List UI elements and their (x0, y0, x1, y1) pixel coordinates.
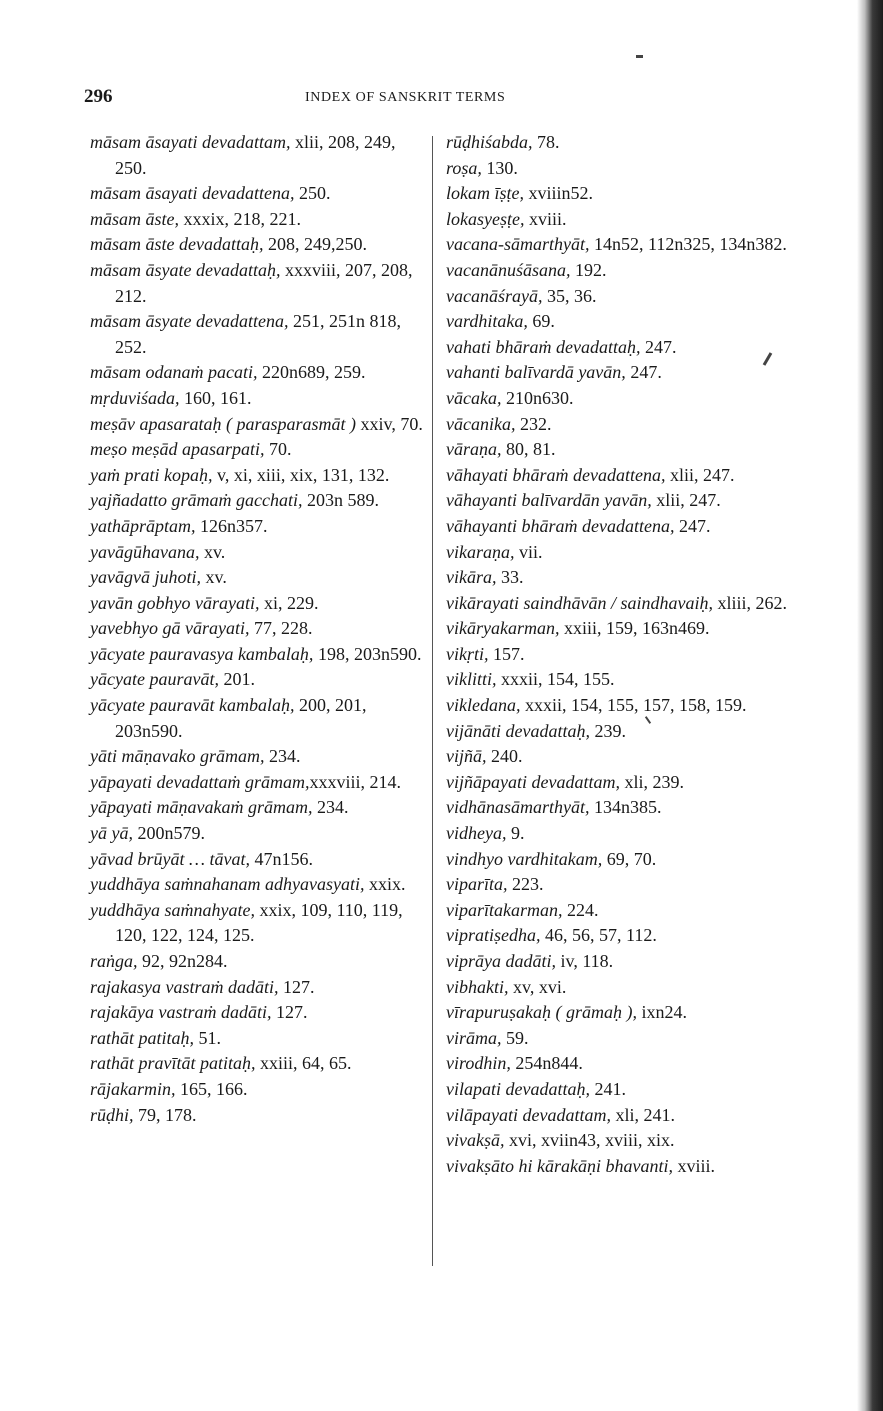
index-term: māsam āste devadattaḥ, (90, 234, 264, 255)
index-term: vāhayanti bhāraṁ devadattena, (446, 515, 675, 536)
index-term: yaṁ prati kopaḥ, (90, 464, 213, 485)
index-entry (90, 386, 423, 412)
index-refs: 59. (501, 1027, 529, 1048)
index-entry (446, 744, 791, 770)
index-term: virāma, (446, 1027, 502, 1048)
index-entry (446, 1026, 791, 1052)
index-term: māsam āsyate devadattena, (90, 311, 289, 332)
index-entry (446, 795, 791, 821)
index-entry (446, 770, 791, 796)
index-entry (446, 360, 791, 386)
index-term: lokam īṣṭe, (446, 183, 524, 204)
index-term: yācyate pauravāt, (90, 669, 219, 690)
index-refs: 234. (312, 797, 349, 818)
index-term: rathāt pravītāt patitaḥ, (90, 1053, 256, 1074)
index-term: vijñā, (446, 746, 487, 767)
index-entry (446, 923, 791, 949)
index-refs: 157. (488, 643, 525, 664)
index-refs: 247. (625, 362, 662, 383)
index-term: vikāryakarman, (446, 618, 560, 639)
index-term: yajñadatto grāmaṁ gacchati, (90, 490, 303, 511)
index-term: rathāt patitaḥ, (90, 1027, 195, 1048)
index-term: yāpayati māṇavakaṁ grāmam, (90, 797, 313, 818)
index-term: vilapati devadattaḥ, (446, 1078, 590, 1099)
index-term: meṣo meṣād apasarpati, (90, 439, 265, 460)
index-refs: 47n156. (249, 848, 313, 869)
index-refs: 250. (294, 183, 331, 204)
index-refs: 35, 36. (542, 285, 597, 306)
index-term: vikārayati saindhāvān / saindhavaiḥ, (446, 592, 713, 613)
index-entry (446, 1000, 791, 1026)
index-term: viparītakarman, (446, 899, 563, 920)
index-entry (446, 181, 791, 207)
index-term: rājakarmin, (90, 1078, 176, 1099)
index-entry (446, 1128, 791, 1154)
index-entry (446, 898, 791, 924)
index-entry (446, 463, 791, 489)
index-entry (446, 540, 791, 566)
index-refs: xlii, 208, 249, 250. (115, 132, 396, 178)
index-entry (446, 514, 791, 540)
index-refs: 165, 166. (175, 1078, 248, 1099)
index-term: vikāra, (446, 567, 497, 588)
index-entry (446, 437, 791, 463)
index-refs: 127. (271, 1002, 308, 1023)
column-divider (432, 136, 433, 1266)
index-refs: 247. (640, 336, 677, 357)
index-refs: 241. (589, 1078, 626, 1099)
running-head: INDEX OF SANSKRIT TERMS (305, 90, 506, 105)
index-refs: iv, 118. (556, 951, 614, 971)
index-term: vivakṣā, (446, 1130, 505, 1151)
index-term: yuddhāya saṁnahyate, (90, 899, 255, 920)
index-refs: 33. (496, 567, 524, 588)
index-refs: xliii, 262. (712, 592, 787, 613)
index-column-left (90, 130, 423, 1128)
index-entry (90, 488, 423, 514)
index-refs: 200, 201, 203n590. (115, 695, 367, 741)
index-term: vindhyo vardhitakam, (446, 848, 603, 869)
index-refs: 134n385. (589, 797, 662, 818)
index-entry (90, 642, 423, 668)
index-entry (446, 1077, 791, 1103)
index-term: vāhayati bhāraṁ devadattena, (446, 464, 666, 485)
index-refs: 9. (506, 823, 525, 844)
index-term: vikṛti, (446, 643, 489, 664)
index-refs: xviii. (524, 208, 567, 229)
index-term: vibhakti, (446, 976, 509, 997)
index-term: yathāprāptam, (90, 515, 196, 536)
index-entry (446, 949, 791, 975)
index-term: viparīta, (446, 874, 508, 895)
index-term: viprāya dadāti, (446, 951, 556, 971)
index-term: mṛduviśada, (90, 387, 180, 408)
index-entry (446, 616, 791, 642)
index-refs: 208, 249,250. (263, 234, 367, 255)
index-refs: 192. (570, 259, 607, 280)
index-term: yavāgvā juhoti, (90, 567, 201, 588)
index-term: rūḍhiśabda, (446, 132, 533, 152)
index-term: yāpayati devadattaṁ grāmam, (90, 771, 310, 792)
index-term: vikaraṇa, (446, 541, 515, 562)
index-entry (446, 1103, 791, 1129)
index-refs: xv, xvi. (508, 976, 567, 997)
index-term: vijānāti devadattaḥ, (446, 720, 590, 741)
index-entry (446, 386, 791, 412)
index-entry (446, 872, 791, 898)
index-entry (90, 795, 423, 821)
index-refs: 160, 161. (179, 387, 252, 408)
index-term: raṅga, (90, 951, 138, 971)
index-term: yāvad brūyāt … tāvat, (90, 848, 250, 869)
index-entry (90, 232, 423, 258)
index-entry (446, 847, 791, 873)
index-term: rajakāya vastraṁ dadāti, (90, 1002, 272, 1023)
index-term: rajakasya vastraṁ dadāti, (90, 976, 279, 997)
index-entry (446, 693, 791, 719)
index-refs: 70. (264, 439, 292, 460)
index-refs: 198, 203n590. (313, 643, 422, 664)
index-entry (446, 258, 791, 284)
index-term: vardhitaka, (446, 311, 528, 332)
index-entry (90, 821, 423, 847)
index-refs: 203n 589. (302, 490, 379, 511)
index-refs: 92, 92n284. (137, 951, 228, 971)
index-term: yā yā, (90, 823, 133, 844)
index-refs: xxiii, 159, 163n469. (559, 618, 710, 639)
index-refs: 46, 56, 57, 112. (540, 925, 657, 946)
index-term: vīrapuruṣakaḥ ( grāmaḥ ), (446, 1002, 637, 1023)
index-refs: 223. (507, 874, 544, 895)
index-entry (90, 975, 423, 1001)
index-term: vijñāpayati devadattam, (446, 771, 620, 792)
index-term: māsam āste, (90, 208, 179, 229)
index-entry (446, 719, 791, 745)
index-entry (90, 309, 423, 360)
index-refs: 247. (674, 515, 711, 536)
index-term: lokasyeṣṭe, (446, 208, 525, 229)
index-term: yāti māṇavako grāmam, (90, 746, 265, 767)
index-term: yācyate pauravāt kambalaḥ, (90, 695, 295, 716)
index-term: yavāgūhavana, (90, 541, 200, 562)
index-entry (446, 821, 791, 847)
index-entry (446, 1051, 791, 1077)
index-entry (90, 565, 423, 591)
index-entry (90, 360, 423, 386)
index-term: viklitti, (446, 669, 497, 690)
index-term: meṣāv apasarataḥ ( parasparasmāt ) (90, 413, 357, 434)
index-term: vāraṇa, (446, 439, 502, 460)
index-term: vidheya, (446, 823, 507, 844)
index-refs: 69, 70. (602, 848, 657, 869)
index-entry (90, 437, 423, 463)
index-refs: 51. (194, 1027, 222, 1048)
index-entry (90, 693, 423, 744)
index-refs: xviiin52. (524, 183, 594, 204)
index-entry (90, 667, 423, 693)
index-term: māsam āsyate devadattaḥ, (90, 259, 281, 280)
index-refs: 80, 81. (501, 439, 556, 460)
index-refs: 127. (278, 976, 315, 997)
index-entry (446, 667, 791, 693)
index-refs: 126n357. (195, 515, 268, 536)
index-refs: xlii, 247. (665, 464, 735, 485)
index-term: yuddhāya saṁnahanam adhyavasyati, (90, 874, 365, 895)
index-refs: vii. (514, 541, 543, 562)
index-refs: 69. (527, 311, 555, 332)
index-column-right (446, 130, 791, 1179)
index-refs: 239. (589, 720, 626, 741)
index-term: vācanika, (446, 413, 516, 434)
index-entry (90, 770, 423, 796)
index-entry (90, 616, 423, 642)
index-entry (90, 463, 423, 489)
index-term: vāhayanti balīvardān yavān, (446, 490, 652, 511)
index-entry (446, 1154, 791, 1180)
index-refs: xxxviii, 214. (309, 771, 401, 792)
index-refs: 234. (264, 746, 301, 767)
index-term: māsam odanaṁ pacati, (90, 362, 258, 383)
index-entry (446, 207, 791, 233)
index-refs: xxix, 109, 110, 119, 120, 122, 124, 125. (115, 899, 403, 946)
index-term: virodhin, (446, 1053, 511, 1074)
index-term: vacanāśrayā, (446, 285, 543, 306)
index-refs: 79, 178. (133, 1104, 197, 1125)
index-refs: xxxii, 154, 155, 157, 158, 159. (520, 695, 747, 716)
index-refs: 201. (218, 669, 255, 690)
index-entry (90, 1026, 423, 1052)
index-term: vilāpayati devadattam, (446, 1104, 611, 1125)
index-entry (90, 949, 423, 975)
index-refs: xxxii, 154, 155. (496, 669, 615, 690)
index-term: yācyate pauravasya kambalaḥ, (90, 643, 314, 664)
index-term: vacana-sāmarthyāt, (446, 234, 590, 255)
index-refs: xvi, xviin43, xviii, xix. (504, 1130, 675, 1151)
index-entry (446, 975, 791, 1001)
scan-speck (636, 55, 643, 58)
index-term: yavān gobhyo vārayati, (90, 592, 260, 613)
index-entry (90, 1000, 423, 1026)
index-term: māsam āsayati devadattena, (90, 183, 295, 204)
index-entry (446, 156, 791, 182)
index-entry (90, 744, 423, 770)
index-term: rūḍhi, (90, 1104, 134, 1125)
index-refs: xxxviii, 207, 208, 212. (115, 259, 413, 306)
index-entry (90, 872, 423, 898)
index-refs: xli, 241. (610, 1104, 675, 1125)
index-refs: 240. (486, 746, 523, 767)
index-refs: xxxix, 218, 221. (179, 208, 302, 229)
index-entry (90, 258, 423, 309)
index-term: roṣa, (446, 157, 482, 178)
index-refs: 251, 251n 818, 252. (115, 311, 401, 357)
index-entry (446, 488, 791, 514)
index-term: vidhānasāmarthyāt, (446, 797, 590, 818)
index-entry (90, 1051, 423, 1077)
index-entry (90, 412, 423, 438)
index-entry (90, 1077, 423, 1103)
index-term: vikledana, (446, 695, 521, 716)
index-entry (90, 540, 423, 566)
index-entry (446, 284, 791, 310)
index-entry (446, 642, 791, 668)
index-entry (446, 309, 791, 335)
index-refs: xv. (199, 541, 226, 562)
index-refs: 224. (562, 899, 599, 920)
index-refs: 14n52, 112n325, 134n382. (589, 234, 787, 255)
index-entry (446, 412, 791, 438)
index-entry (90, 898, 423, 949)
index-entry (446, 232, 791, 258)
index-refs: xxiv, 70. (356, 413, 423, 434)
index-refs: 254n844. (510, 1053, 583, 1074)
index-refs: 232. (515, 413, 552, 434)
index-term: yavebhyo gā vārayati, (90, 618, 250, 639)
index-entry (446, 565, 791, 591)
index-entry (90, 1103, 423, 1129)
index-refs: 77, 228. (249, 618, 313, 639)
index-term: vahati bhāraṁ devadattaḥ, (446, 336, 641, 357)
index-entry (446, 130, 791, 156)
index-entry (90, 514, 423, 540)
index-entry (90, 130, 423, 181)
index-term: vahanti balīvardā yavān, (446, 362, 626, 383)
index-refs: 200n579. (132, 823, 205, 844)
index-entry (90, 181, 423, 207)
index-entry (90, 591, 423, 617)
index-term: māsam āsayati devadattam, (90, 132, 291, 152)
index-term: vacanānuśāsana, (446, 259, 571, 280)
index-term: vivakṣāto hi kārakāṇi bhavanti, (446, 1155, 673, 1176)
index-entry (90, 207, 423, 233)
index-entry (90, 847, 423, 873)
index-refs: xxiii, 64, 65. (255, 1053, 352, 1074)
index-refs: xviii. (672, 1155, 715, 1176)
index-refs: 210n630. (501, 387, 574, 408)
index-refs: xlii, 247. (651, 490, 721, 511)
index-refs: xli, 239. (619, 771, 684, 792)
index-refs: xi, 229. (259, 592, 319, 613)
index-refs: ixn24. (637, 1002, 688, 1023)
index-refs: 220n689, 259. (257, 362, 366, 383)
index-refs: xv. (200, 567, 227, 588)
index-term: vipratiṣedha, (446, 925, 541, 946)
page-number: 296 (84, 86, 113, 107)
index-refs: xxix. (364, 874, 406, 895)
scanned-page-edge (857, 0, 883, 1411)
index-refs: 130. (481, 157, 518, 178)
index-refs: v, xi, xiii, xix, 131, 132. (212, 464, 390, 485)
index-refs: 78. (532, 132, 560, 152)
index-entry (446, 591, 791, 617)
index-entry (446, 335, 791, 361)
index-term: vācaka, (446, 387, 502, 408)
